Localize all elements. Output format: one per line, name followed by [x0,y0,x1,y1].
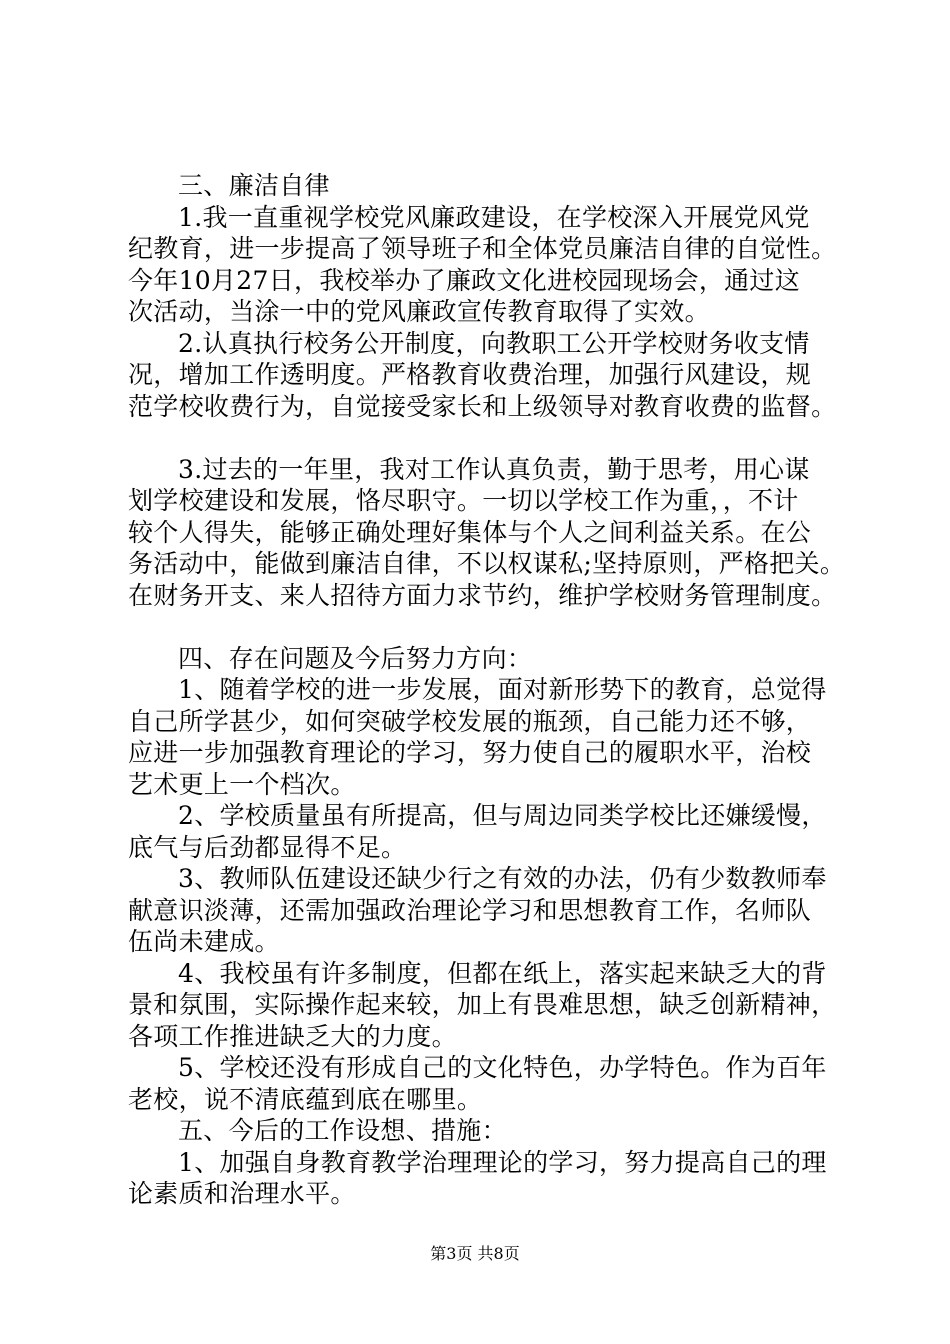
paragraph-line: 应进一步加强教育理论的学习，努力使自己的履职水平，治校 [128,738,812,767]
paragraph-line: 老校，说不清底蕴到底在哪里。 [128,1084,483,1114]
paragraph-line: 划学校建设和发展，恪尽职守。一切以学校工作为重，，不计 [128,486,799,515]
paragraph-line: 4、我校虽有许多制度，但都在纸上，落实起来缺乏大的背 [178,958,827,988]
section-heading-4: 四、存在问题及今后努力方向： [178,643,533,673]
paragraph-line: 自己所学甚少，如何突破学校发展的瓶颈，自己能力还不够， [128,706,812,736]
paragraph-line: 1、随着学校的进一步发展，面对新形势下的教育，总觉得 [178,675,827,704]
paragraph-line: 论素质和治理水平。 [128,1179,356,1208]
page-number-footer: 第3页 共8页 [430,1244,520,1263]
paragraph-line: 在财务开支、来人招待方面力求节约，维护学校财务管理制度。 [128,580,837,610]
blank-line [128,422,858,454]
section-heading-3: 三、廉洁自律 [178,171,330,200]
paragraph-line: 况，增加工作透明度。严格教育收费治理，加强行风建设，规 [128,360,812,389]
paragraph-line: 各项工作推进缺乏大的力度。 [128,1021,457,1051]
paragraph-line: 务活动中，能做到廉洁自律，不以权谋私;坚持原则，严格把关。 [128,549,846,578]
paragraph-line: 较个人得失，能够正确处理好集体与个人之间利益关系。在公 [128,517,812,547]
paragraph-line: 范学校收费行为，自觉接受家长和上级领导对教育收费的监督。 [128,391,837,421]
paragraph-line: 2.认真执行校务公开制度，向教职工公开学校财务收支情 [178,328,810,358]
paragraph-line: 献意识淡薄，还需加强政治理论学习和思想教育工作，名师队 [128,895,812,925]
paragraph-line: 底气与后劲都显得不足。 [128,832,407,862]
paragraph-line: 3.过去的一年里，我对工作认真负责，勤于思考，用心谋 [178,454,810,484]
paragraph-line: 5、学校还没有形成自己的文化特色，办学特色。作为百年 [178,1053,827,1082]
paragraph-line: 纪教育，进一步提高了领导班子和全体党员廉洁自律的自觉性。 [128,234,837,263]
paragraph-line: 艺术更上一个档次。 [128,769,356,799]
paragraph-line: 2、学校质量虽有所提高，但与周边同类学校比还嫌缓慢， [178,801,827,830]
section-heading-5: 五、今后的工作设想、措施： [178,1116,507,1145]
paragraph-line: 今年10月27日，我校举办了廉政文化进校园现场会，通过这 [128,265,801,295]
paragraph-line: 1.我一直重视学校党风廉政建设，在学校深入开展党风党 [178,202,810,232]
paragraph-line: 1、加强自身教育教学治理理论的学习，努力提高自己的理 [178,1147,827,1177]
blank-line [128,611,858,643]
paragraph-line: 伍尚未建成。 [128,927,280,956]
paragraph-line: 3、教师队伍建设还缺少行之有效的办法，仍有少数教师奉 [178,864,827,893]
paragraph-line: 景和氛围，实际操作起来较，加上有畏难思想，缺乏创新精神， [128,990,837,1019]
document-body [128,170,858,1210]
paragraph-line: 次活动，当涂一中的党风廉政宣传教育取得了实效。 [128,297,710,326]
